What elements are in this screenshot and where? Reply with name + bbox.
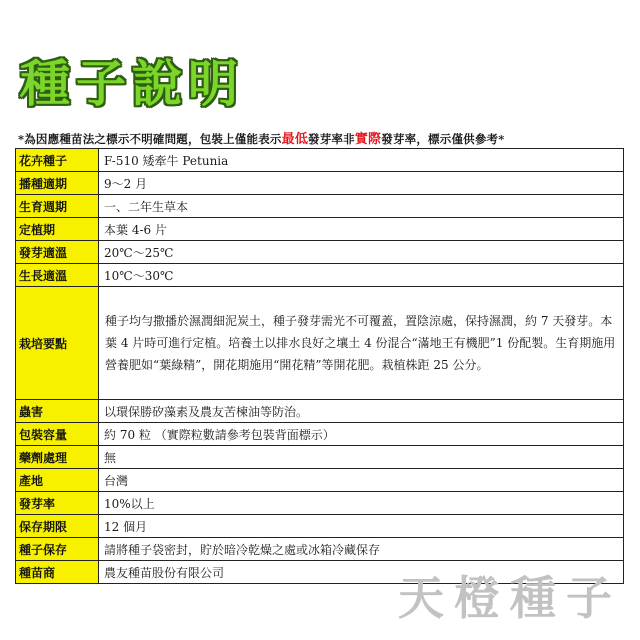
row-label-chemical-treatment: 藥劑處理 — [16, 446, 99, 469]
table-row — [16, 423, 624, 446]
table-row — [16, 400, 624, 423]
table-row — [16, 515, 624, 538]
row-label-germination-temp: 發芽適溫 — [16, 241, 99, 264]
disclaimer-notice — [18, 128, 622, 147]
row-value-transplant-period: 本葉 4-6 片 — [99, 218, 624, 241]
row-value-seed-storage: 請將種子袋密封，貯於暗冷乾燥之處或冰箱冷藏保存 — [99, 538, 624, 561]
row-label-package-quantity: 包裝容量 — [16, 423, 99, 446]
row-value-flower-seed: F-510 矮牽牛 Petunia — [99, 149, 624, 172]
row-value-growth-cycle: 一、二年生草本 — [99, 195, 624, 218]
row-label-shelf-life: 保存期限 — [16, 515, 99, 538]
table-row — [16, 492, 624, 515]
table-row — [16, 287, 624, 400]
row-value-seed-supplier: 農友種苗股份有限公司 — [99, 561, 624, 584]
row-value-cultivation: 種子均勻撒播於濕潤細泥炭土，種子發芽需光不可覆蓋，置陰涼處，保持濕潤，約 7 天發芽。本葉 4 片時可進行定植。培養土以排水良好之壤土 4 份混合“滿地王有機肥”1 份配製。生育期施用營養肥如“葉綠精”，開花期施用“開花精”等開花肥。栽植株距 25 公分。 — [99, 287, 624, 400]
table-row — [16, 446, 624, 469]
notice-highlight-actual: 實際 — [354, 132, 382, 147]
row-value-growth-temp: 10℃～30℃ — [99, 264, 624, 287]
notice-mid: 發芽率非 — [308, 132, 355, 146]
table-row — [16, 218, 624, 241]
row-label-pests: 蟲害 — [16, 400, 99, 423]
row-label-cultivation: 栽培要點 — [16, 287, 99, 400]
row-label-sowing-period: 播種適期 — [16, 172, 99, 195]
row-label-transplant-period: 定植期 — [16, 218, 99, 241]
row-value-origin: 台灣 — [99, 469, 624, 492]
row-value-package-quantity: 約 70 粒 （實際粒數請參考包裝背面標示） — [99, 423, 624, 446]
row-label-growth-cycle: 生育週期 — [16, 195, 99, 218]
row-value-pests: 以環保勝矽藻素及農友苦楝油等防治。 — [99, 400, 624, 423]
table-row — [16, 149, 624, 172]
seed-spec-table — [15, 148, 624, 584]
row-value-germination-rate: 10%以上 — [99, 492, 624, 515]
row-label-seed-supplier: 種苗商 — [16, 561, 99, 584]
table-row — [16, 469, 624, 492]
row-value-germination-temp: 20℃～25℃ — [99, 241, 624, 264]
notice-prefix: *為因應種苗法之標示不明確問題，包裝上僅能表示 — [18, 132, 282, 146]
row-label-seed-storage: 種子保存 — [16, 538, 99, 561]
row-value-shelf-life: 12 個月 — [99, 515, 624, 538]
row-value-sowing-period: 9～2 月 — [99, 172, 624, 195]
row-value-chemical-treatment: 無 — [99, 446, 624, 469]
table-row — [16, 538, 624, 561]
row-label-growth-temp: 生長適溫 — [16, 264, 99, 287]
table-row — [16, 264, 624, 287]
row-label-flower-seed: 花卉種子 — [16, 149, 99, 172]
notice-highlight-lowest: 最低 — [281, 132, 309, 147]
row-label-germination-rate: 發芽率 — [16, 492, 99, 515]
table-row — [16, 241, 624, 264]
table-row — [16, 172, 624, 195]
row-label-origin: 產地 — [16, 469, 99, 492]
table-row — [16, 195, 624, 218]
page-title: 種子說明 — [20, 55, 244, 113]
brand-watermark: 天橙種子 — [398, 571, 622, 625]
notice-suffix: 發芽率，標示僅供參考* — [381, 132, 505, 146]
